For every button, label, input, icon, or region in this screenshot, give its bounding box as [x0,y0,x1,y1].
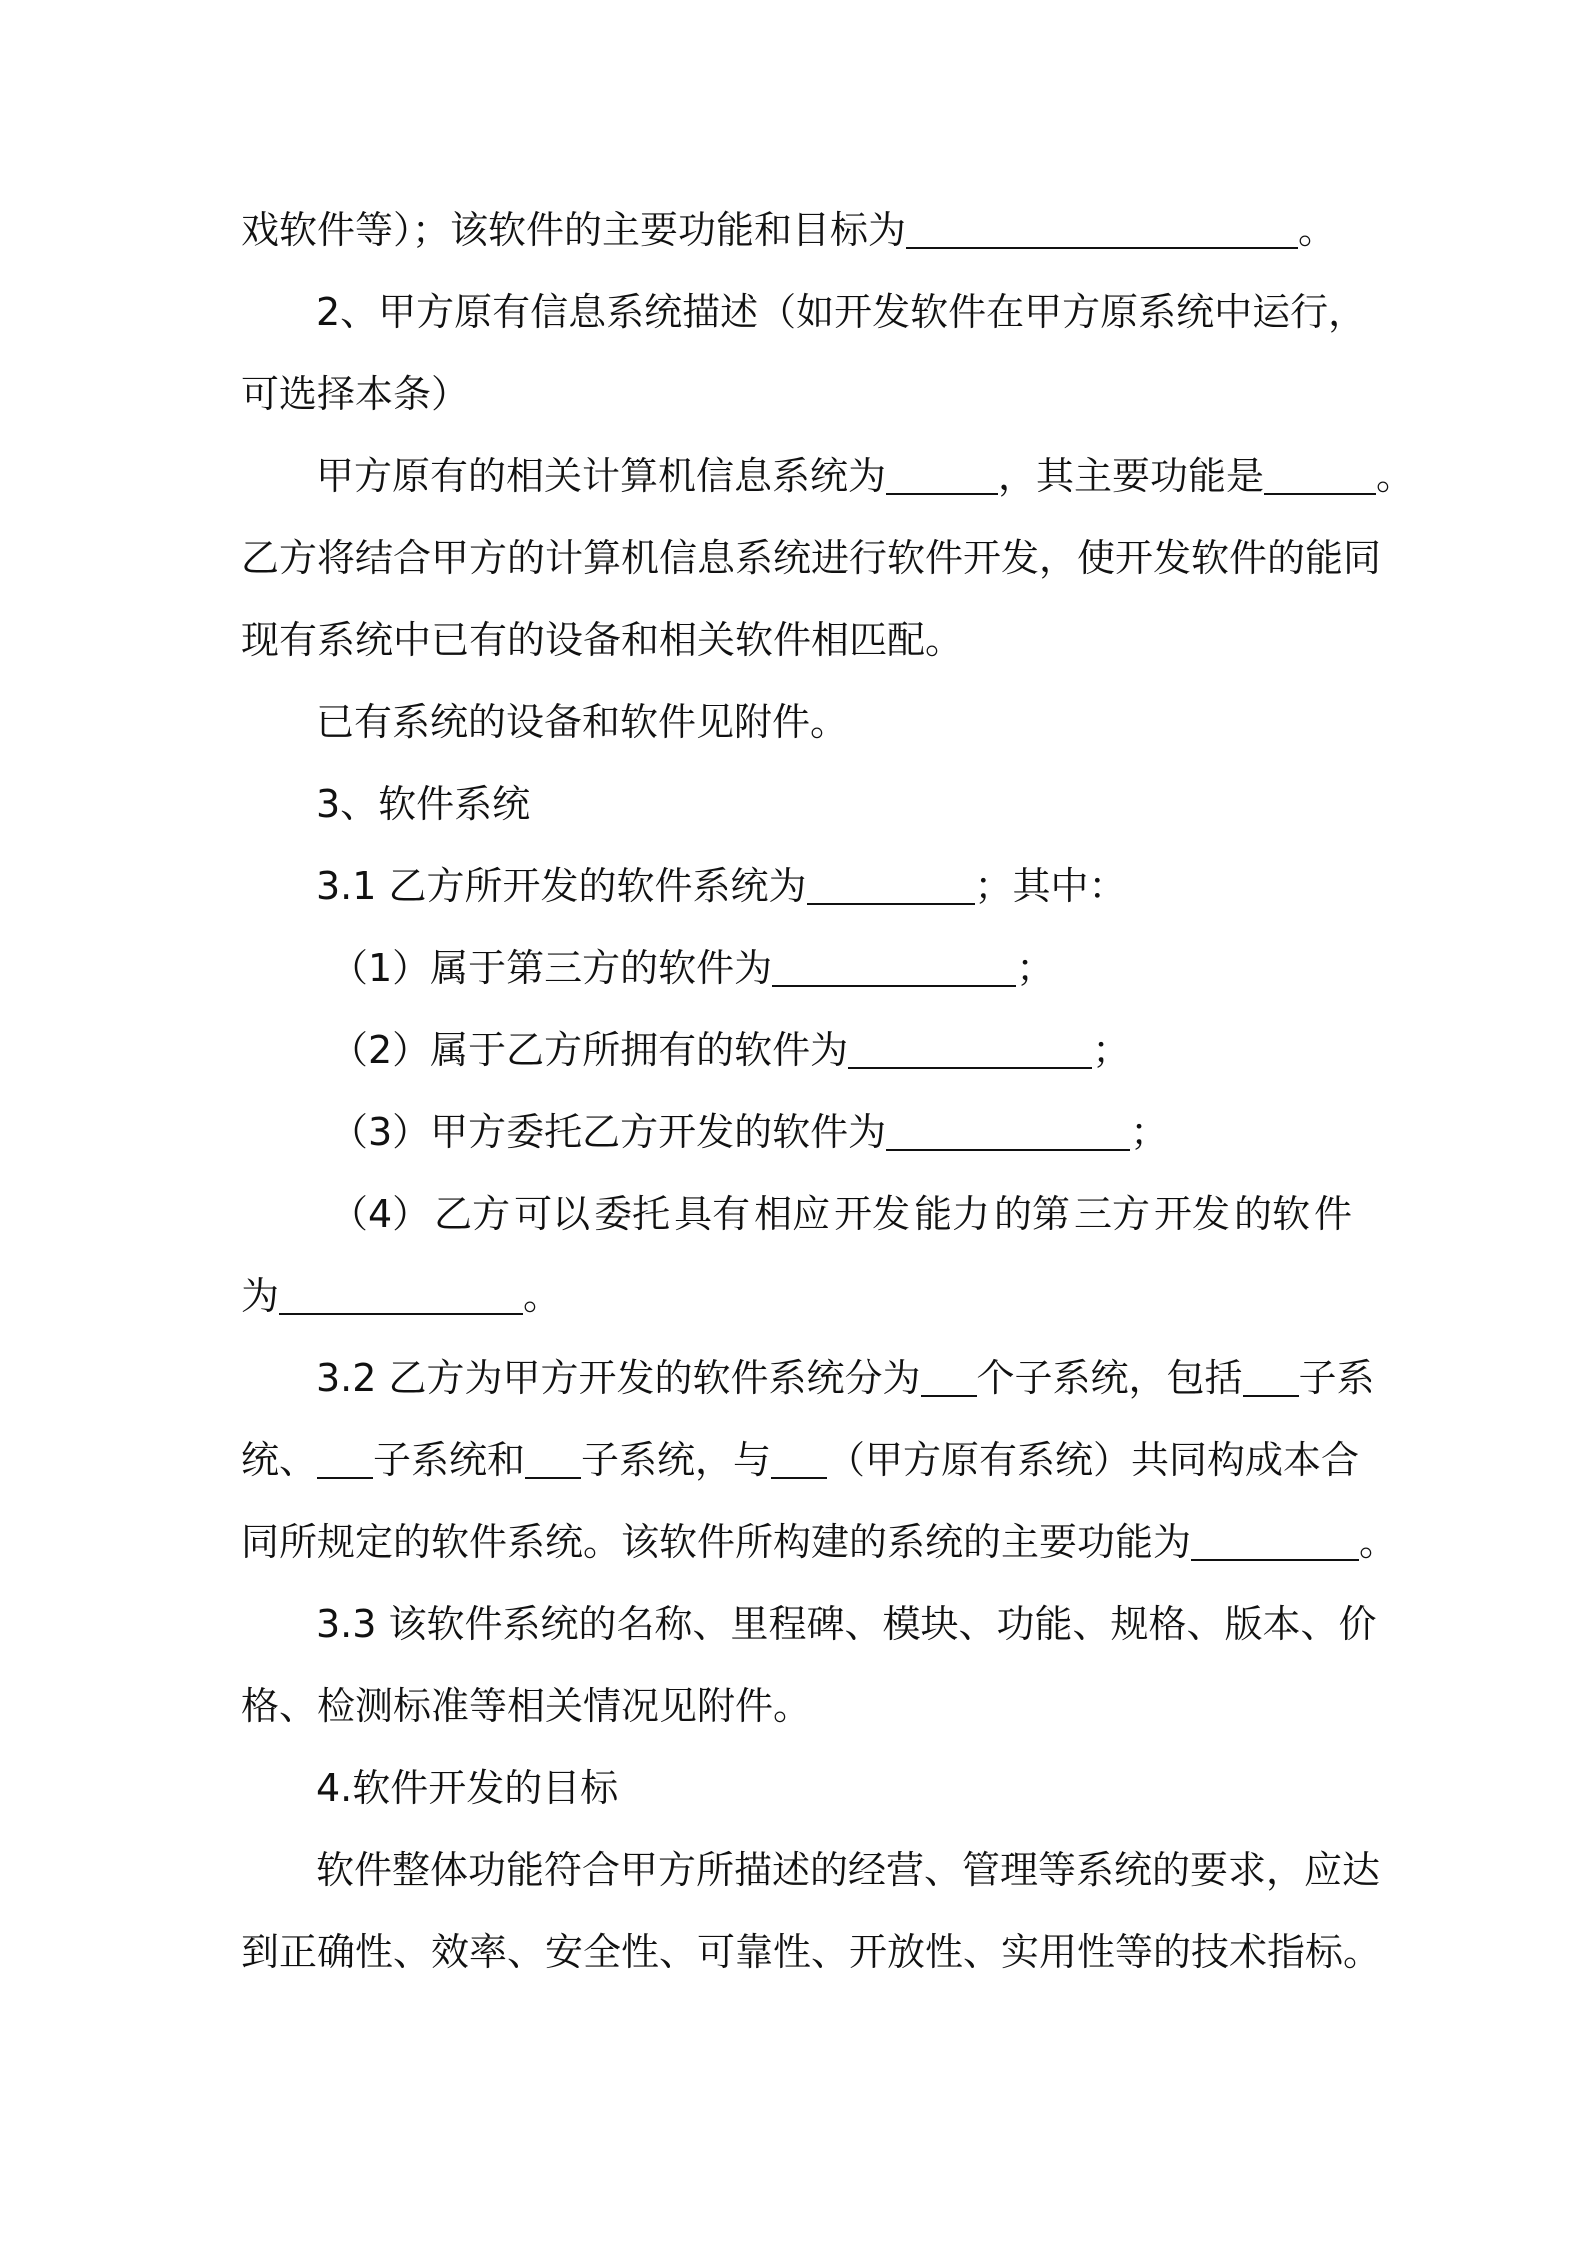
text-segment: （3）甲方委托乙方开发的软件为 [330,1110,887,1154]
fill-blank [886,455,998,495]
text-chunk: 相应 [754,1192,831,1236]
text-segment: 。 [1298,208,1337,252]
text-segment: 3.2 乙方为甲方开发的软件系统分为 [316,1356,921,1400]
text-chunk: 开发 [834,1192,911,1236]
text-segment: 同所规定的软件系统。该软件所构建的系统的主要功能为 [241,1520,1192,1564]
text-segment: ； [1130,1110,1169,1154]
text-line-5: 乙方将结合甲方的计算机信息系统进行软件开发，使开发软件的能同 [241,536,1382,580]
fill-blank [807,865,975,905]
text-segment: 子系统和 [373,1438,526,1482]
fill-blank [1243,1357,1299,1397]
text-chunk: 的软 [1234,1192,1311,1236]
fill-blank [1264,455,1376,495]
fill-blank [317,1439,373,1479]
text-segment: ； [1016,946,1055,990]
text-segment: 个子系统，包括 [976,1356,1243,1400]
fill-blank [921,1357,977,1397]
text-chunk: 能力 [914,1192,991,1236]
text-chunk: 可以 [514,1192,591,1236]
text-chunk: （4） [330,1192,431,1236]
fill-blank [886,1111,1130,1151]
text-segment: 3.1 乙方所开发的软件系统为 [316,864,807,908]
text-line-17 [241,1518,1397,1566]
text-line-7: 已有系统的设备和软件见附件。 [316,700,849,744]
list-item-2 [330,1026,1130,1074]
list-item-3 [330,1108,1168,1156]
text-chunk: 件 [1313,1192,1352,1236]
section-heading-2: 2、甲方原有信息系统描述（如开发软件在甲方原系统中运行， [316,290,1367,334]
text-line-6: 现有系统中已有的设备和相关软件相匹配。 [241,618,964,662]
text-chunk: 开发 [1154,1192,1231,1236]
text-chunk: 具有 [674,1192,751,1236]
text-segment: （2）属于乙方所拥有的软件为 [330,1028,849,1072]
text-segment: 戏软件等）；该软件的主要功能和目标为 [241,208,907,252]
text-line-21: 软件整体功能符合甲方所描述的经营、管理等系统的要求，应达 [316,1848,1381,1892]
text-line-16 [241,1436,1359,1484]
text-segment: 。 [523,1274,562,1318]
fill-blank [771,1439,827,1479]
list-item-1 [330,944,1054,992]
fill-blank [279,1275,523,1315]
fill-blank [525,1439,581,1479]
text-chunk: 三方 [1074,1192,1151,1236]
fill-blank [848,1029,1092,1069]
text-segment: 甲方原有的相关计算机信息系统为 [316,454,887,498]
text-line-19: 格、检测标准等相关情况见附件。 [241,1684,812,1728]
text-segment: 为 [241,1274,280,1318]
text-line-4 [316,452,1414,500]
text-segment: 统、 [241,1438,318,1482]
text-segment: 。 [1376,454,1415,498]
text-line-15 [316,1354,1375,1402]
text-segment: （甲方原有系统）共同构成本合 [827,1438,1360,1482]
text-line-22: 到正确性、效率、安全性、可靠性、开放性、实用性等的技术指标。 [241,1930,1382,1974]
text-chunk: 委托 [594,1192,671,1236]
text-segment: ；其中： [974,864,1127,908]
text-segment: 。 [1359,1520,1398,1564]
text-segment: 子系统，与 [581,1438,772,1482]
text-line-3: 可选择本条） [241,372,470,416]
text-chunk: 乙方 [434,1192,511,1236]
text-segment: ； [1092,1028,1131,1072]
text-line-14 [241,1272,561,1320]
fill-blank [906,209,1298,249]
text-segment: 子系 [1298,1356,1375,1400]
text-line-18: 3.3 该软件系统的名称、里程碑、模块、功能、规格、版本、价 [316,1602,1377,1646]
text-line-9 [316,862,1127,910]
text-segment: （1）属于第三方的软件为 [330,946,773,990]
text-segment: ，其主要功能是 [998,454,1265,498]
fill-blank [1191,1521,1359,1561]
text-chunk: 的第 [994,1192,1071,1236]
section-heading-4: 4.软件开发的目标 [316,1766,619,1810]
fill-blank [772,947,1016,987]
section-heading-3: 3、软件系统 [316,782,531,826]
text-line-1 [241,206,1336,254]
list-item-4 [330,1190,1352,1238]
